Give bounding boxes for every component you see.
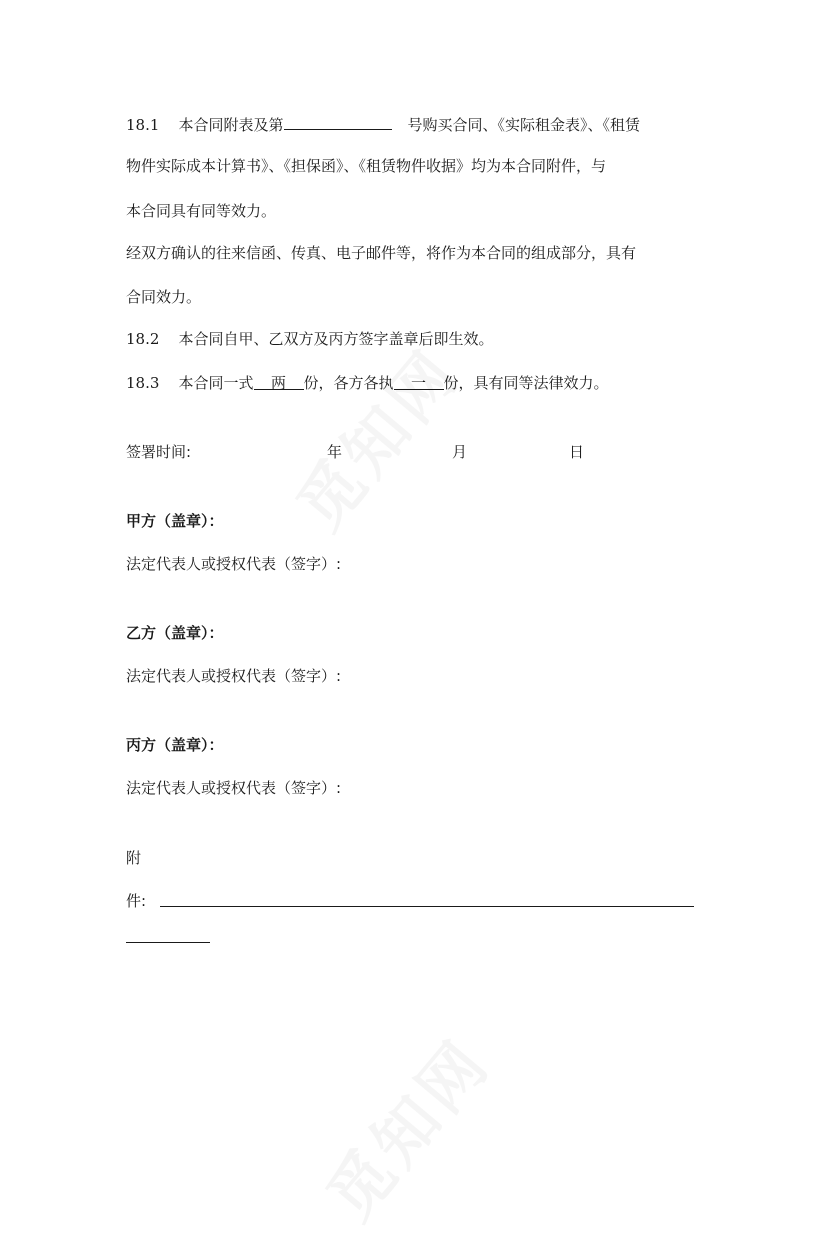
clause-18-1-line-5: 合同效力。	[126, 288, 202, 306]
clause-18-1-line-2: 物件实际成本计算书》、《担保函》、《租赁物件收据》均为本合同附件，与	[126, 157, 607, 175]
party-c-representative: 法定代表人或授权代表（签字）:	[126, 779, 342, 797]
party-b-title: 乙方（盖章）：	[126, 624, 224, 642]
attachment-blank-line[interactable]	[160, 906, 694, 907]
clause-number: 18.1	[126, 116, 160, 134]
clause-18-2	[126, 329, 494, 349]
clause-18-1-line-1	[126, 113, 640, 135]
month-label: 月	[452, 443, 468, 461]
clause-text: 本合同一式	[178, 374, 254, 392]
watermark-top	[272, 326, 477, 546]
clause-text: 份，各方各执	[303, 374, 394, 392]
contract-number-blank[interactable]	[284, 113, 392, 130]
party-a-title: 甲方（盖章）：	[126, 512, 224, 530]
year-label: 年	[327, 443, 343, 461]
day-label: 日	[569, 443, 585, 461]
copies-count-field[interactable]: 两	[254, 373, 304, 390]
clause-18-3	[126, 373, 609, 393]
clause-number: 18.3	[126, 374, 160, 392]
signing-date	[126, 442, 626, 462]
copies-each-field[interactable]: 一	[394, 373, 444, 390]
clause-text: 本合同附表及第	[178, 116, 284, 134]
clause-text: 本合同自甲、乙双方及丙方签字盖章后即生效。	[178, 330, 494, 348]
signing-label: 签署时间:	[126, 443, 192, 461]
attachment-label-2: 件:	[126, 892, 147, 910]
attachment-blank-line-2[interactable]	[126, 942, 210, 943]
clause-18-1-line-3: 本合同具有同等效力。	[126, 202, 277, 220]
clause-18-1-line-4: 经双方确认的往来信函、传真、电子邮件等，将作为本合同的组成部分，具有	[126, 244, 637, 262]
clause-number: 18.2	[126, 330, 160, 348]
party-b-representative: 法定代表人或授权代表（签字）:	[126, 667, 342, 685]
watermark-bottom	[302, 1016, 507, 1236]
party-a-representative: 法定代表人或授权代表（签字）:	[126, 555, 342, 573]
clause-text: 号购买合同、《实际租金表》、《租赁	[407, 116, 641, 134]
clause-text: 份，具有同等法律效力。	[443, 374, 609, 392]
attachment-label-1: 附	[126, 849, 142, 867]
party-c-title: 丙方（盖章）：	[126, 736, 224, 754]
